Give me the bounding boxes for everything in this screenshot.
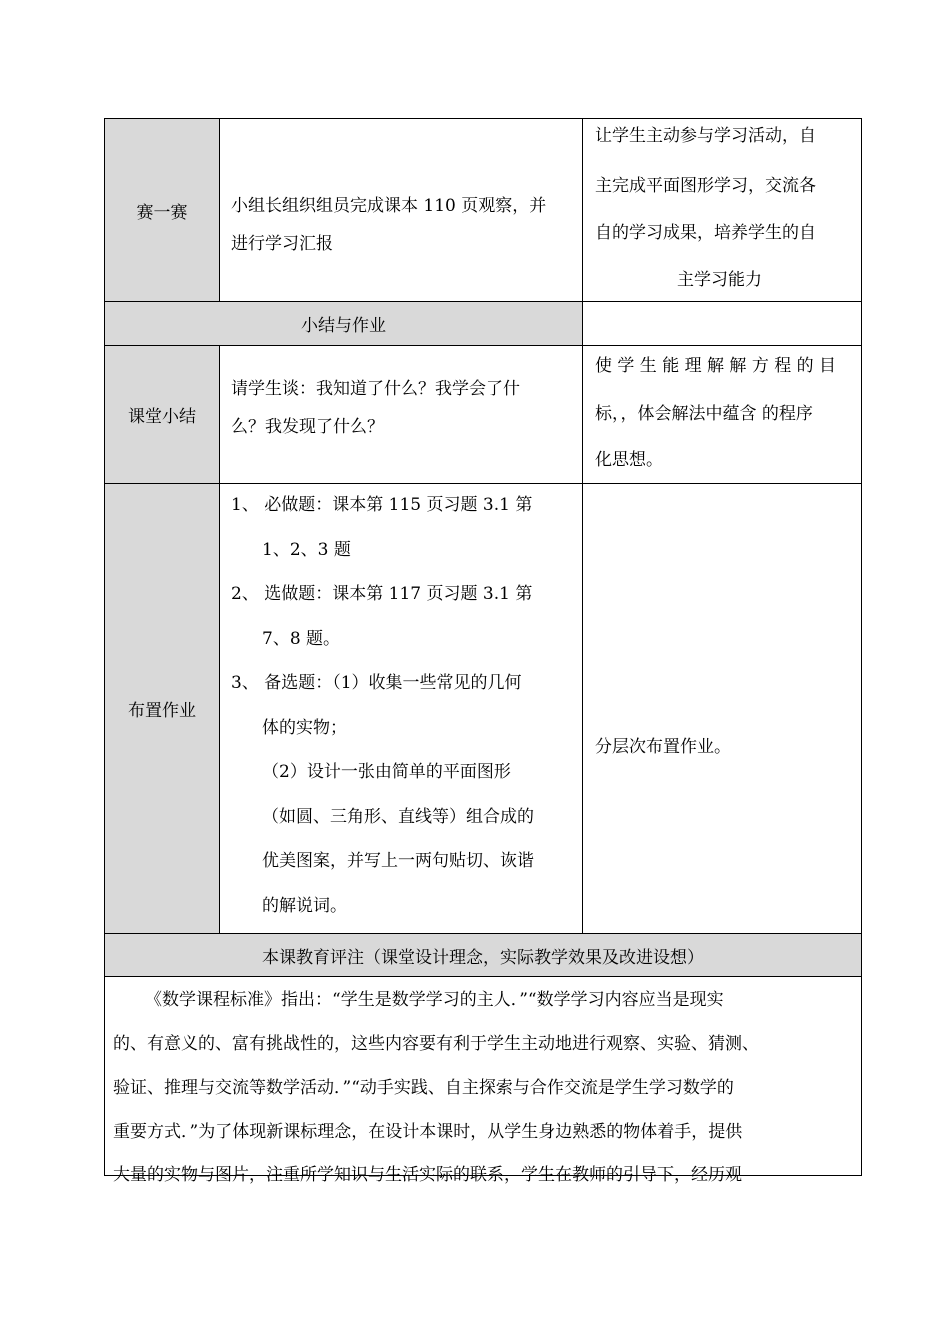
homework-item-detail: 的解说词。 [262,896,347,916]
purpose-cell-zuoye [582,483,862,934]
homework-item-detail: 1、2、3 题 [262,540,351,560]
purpose-cell-xiaojie [582,345,862,484]
purpose-cell-saiyisai [582,118,862,302]
evaluation-header-text: 本课教育评注（课堂设计理念，实际教学效果及改进设想） [262,947,704,968]
homework-item-detail: 体的实物； [262,718,347,738]
row-label-text: 课堂小结 [128,407,196,427]
purpose-line: 主完成平面图形学习，交流各 [595,176,816,196]
purpose-line: 让学生主动参与学习活动，自 [595,126,816,146]
summary-header-text: 小结与作业 [301,316,386,336]
evaluation-line: 重要方式．”为了体现新课标理念，在设计本课时，从学生身边熟悉的物体着手，提供 [113,1122,743,1142]
purpose-line: 使 学 生 能 理 解 解 方 程 的 目 [595,356,837,376]
row-label-zuoye [104,483,220,934]
evaluation-header [104,933,862,977]
activity-line: 进行学习汇报 [231,234,333,254]
evaluation-line: 验证、推理与交流等数学活动．”“动手实践、自主探索与合作交流是学生学习数学的 [113,1078,734,1098]
row-label-xiaojie [104,345,220,484]
purpose-line: 自的学习成果，培养学生的自 [595,223,816,243]
evaluation-body [104,976,862,1185]
row-label-text: 赛一赛 [136,202,188,223]
purpose-line: 分层次布置作业。 [595,737,731,757]
summary-header [104,301,583,346]
evaluation-line: 的、有意义的、富有挑战性的，这些内容要有利于学生主动地进行观察、实验、猜测、 [113,1034,759,1054]
homework-item: 3、 备选题：（1）收集一些常见的几何 [231,673,522,693]
activity-cell-zuoye [219,483,583,934]
activity-line: 么？我发现了什么？ [231,417,384,437]
row-label-saiyisai [104,118,220,302]
homework-item: 1、 必做题：课本第 115 页习题 3.1 第 [231,495,533,515]
homework-item: 2、 选做题：课本第 117 页习题 3.1 第 [231,584,533,604]
evaluation-line: 《数学课程标准》指出：“学生是数学学习的主人．”“数学学习内容应当是现实 [145,990,724,1010]
homework-item-detail: 7、8 题。 [262,629,341,649]
row-label-text: 布置作业 [128,701,196,721]
summary-header-empty [582,301,862,346]
activity-line: 请学生谈：我知道了什么？我学会了什 [231,379,520,399]
purpose-line: 主学习能力 [677,270,762,290]
activity-cell-saiyisai [219,118,583,302]
activity-line: 小组长组织组员完成课本 110 页观察，并 [231,196,547,216]
purpose-line: 标，，体会解法中蕴含 的程序 [595,404,813,424]
activity-cell-xiaojie [219,345,583,484]
evaluation-line: 大量的实物与图片，注重所学知识与生活实际的联系，学生在教师的引导下，经历观 [113,1165,742,1185]
homework-item-detail: （2）设计一张由简单的平面图形 [262,762,511,782]
homework-item-detail: 优美图案，并写上一两句贴切、诙谐 [262,851,534,871]
homework-item-detail: （如圆、三角形、直线等）组合成的 [262,807,534,827]
purpose-line: 化思想。 [595,450,663,470]
